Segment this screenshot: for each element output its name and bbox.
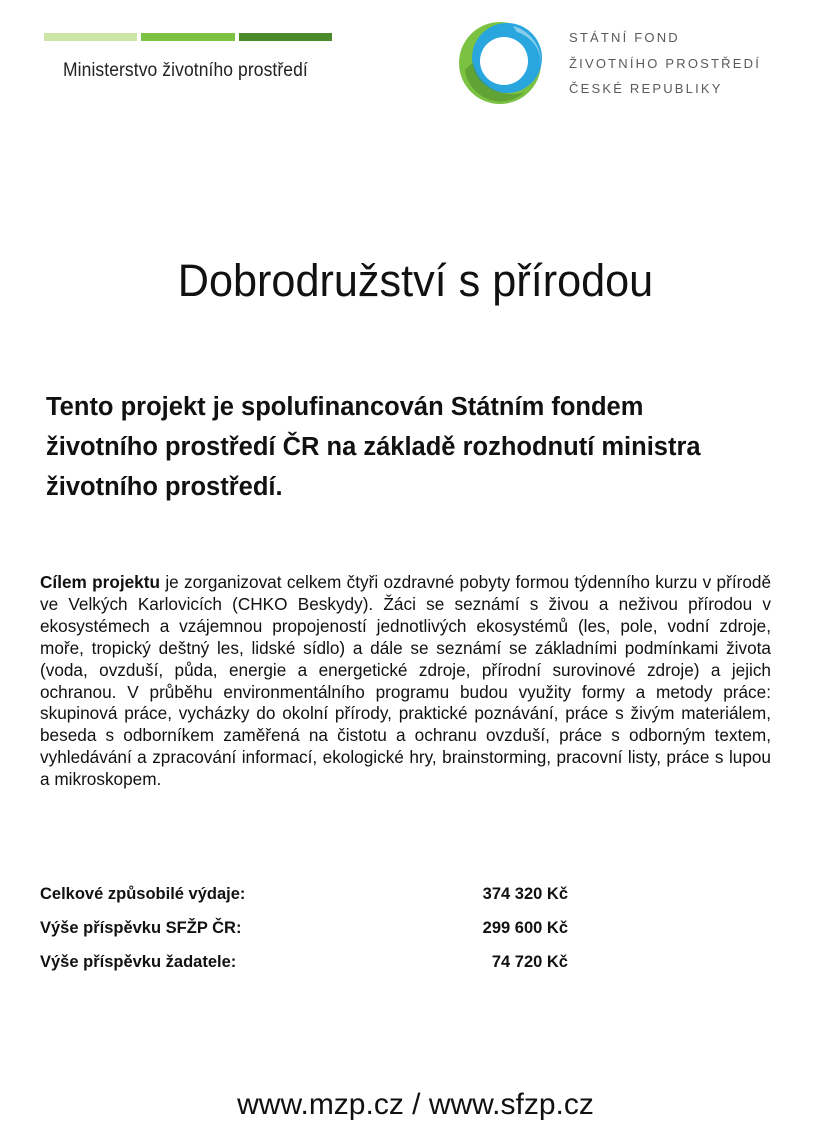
color-bar-light (44, 33, 137, 41)
cost-label: Výše příspěvku žadatele: (40, 952, 237, 971)
cost-table (40, 877, 580, 979)
fund-name (569, 25, 761, 102)
cost-value: 74 720 Kč (491, 952, 568, 971)
cost-row (40, 877, 580, 911)
fund-line-3: ČESKÉ REPUBLIKY (569, 81, 723, 96)
cost-row (40, 911, 580, 945)
color-bar-mid (141, 33, 234, 41)
ministry-color-bars (44, 33, 332, 41)
project-goal-text: je zorganizovat celkem čtyři ozdravné pobyty formou týdenního kurzu v přírodě ve Velkých Karlovicích (CHKO Beskydy). Žáci se seznámí s živou a neživou přírodou v ekosystémech a vzájemnou propojeností jednotlivých ekosystémů (les, pole, vodní zdroje, moře, tropický deštný les, lidské sídlo) a dále se seznámí se základními podmínkami života (voda, ovzduší, půda, energie a energetické zdroje, přírodní surovinové zdroje) a jejich ochranou. V průběhu environmentálního programu budou využity formy a metody práce: skupinová práce, vycházky do okolní přírody, praktické poznávání, práce s živým materiálem, beseda s odborníkem zaměřená na čistotu a ochranu ovzduší, práce s odborným textem, vyhledávání a zpracování informací, ekologické hry, brainstorming, pracovní listy, práce s lupou a mikroskopem. (40, 572, 772, 790)
cost-row (40, 945, 580, 979)
fund-line-1: STÁTNÍ FOND (569, 30, 680, 45)
page-title: Dobrodružství s přírodou (177, 255, 654, 306)
funding-statement: Tento projekt je spolufinancován Státním fondem životního prostředí ČR na základě rozhodnutí ministra životního prostředí. (46, 393, 701, 501)
ministry-name: Ministerstvo životního prostředí (63, 60, 308, 81)
sfzp-logo-icon (455, 18, 545, 108)
cost-label: Výše příspěvku SFŽP ČR: (40, 918, 242, 937)
project-description (40, 572, 771, 791)
fund-line-2: ŽIVOTNÍHO PROSTŘEDÍ (569, 55, 762, 71)
project-goal-label: Cílem projektu (40, 572, 160, 592)
cost-value: 299 600 Kč (482, 918, 568, 937)
color-bar-dark (239, 33, 332, 41)
cost-value: 374 320 Kč (482, 884, 568, 903)
cost-label: Celkové způsobilé výdaje: (40, 884, 246, 903)
footer-links: www.mzp.cz / www.sfzp.cz (237, 1088, 594, 1121)
